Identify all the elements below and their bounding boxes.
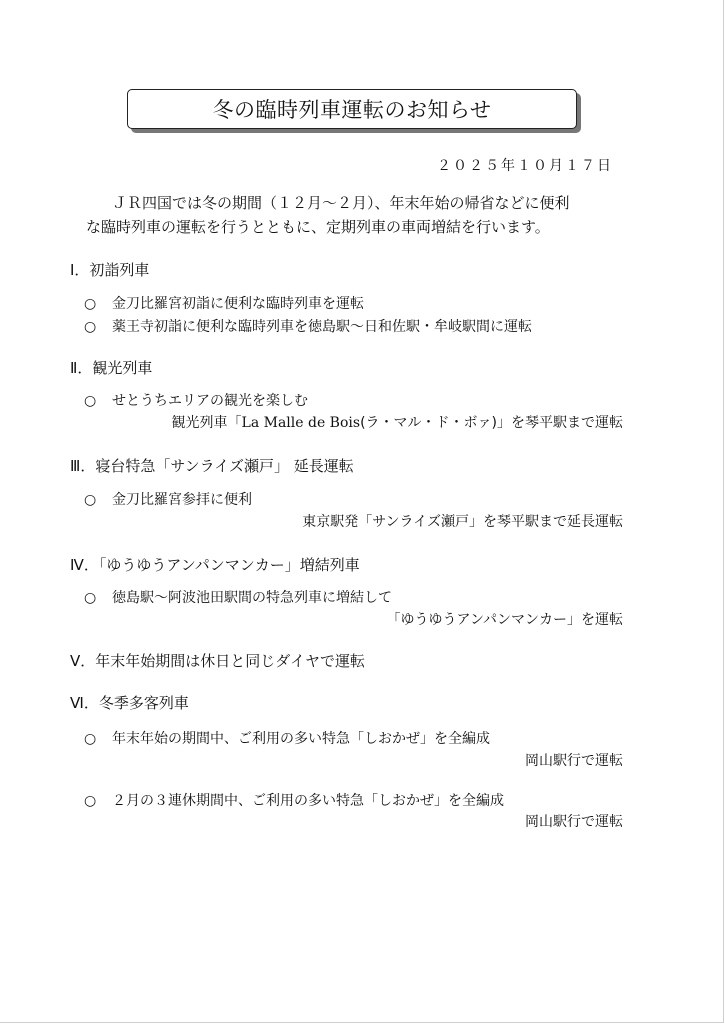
list-item-text: 徳島駅～阿波池田駅間の特急列車に増結して	[112, 590, 392, 606]
list-item-text: 金刀比羅宮初詣に便利な臨時列車を運転	[112, 296, 364, 312]
document-title: 冬の臨時列車運転のお知らせ	[212, 98, 492, 122]
issue-date: ２０２５年１０月１７日	[437, 158, 613, 174]
section-heading-5: Ⅴ．年末年始期間は休日と同じダイヤで運転	[70, 652, 365, 670]
circle-bullet: ○	[84, 393, 97, 409]
intro-paragraph	[86, 191, 634, 239]
list-item	[84, 790, 504, 810]
circle-bullet: ○	[84, 731, 97, 747]
sub-text-post: (ラ・マル・ド・ボァ)」を琴平駅まで運転	[360, 415, 623, 431]
list-item	[84, 293, 364, 313]
sub-text-pre: 観光列車「	[171, 415, 242, 431]
circle-bullet: ○	[84, 319, 97, 335]
list-item	[84, 316, 532, 336]
circle-bullet: ○	[84, 793, 97, 809]
document-title-box	[127, 89, 577, 129]
list-item-text: ２月の３連休期間中、ご利用の多い特急「しおかぜ」を全編成	[112, 793, 504, 809]
section-heading-4: Ⅳ．「ゆうゆうアンパンマンカー」増結列車	[70, 556, 360, 574]
intro-line-2: な臨時列車の運転を行うとともに、定期列車の車両増結を行います。	[86, 218, 550, 236]
list-item-text: せとうちエリアの観光を楽しむ	[112, 393, 308, 409]
section-heading-3: Ⅲ．寝台特急「サンライズ瀬戸」 延長運転	[70, 457, 354, 475]
list-item-subline: 「ゆうゆうアンパンマンカー」を運転	[386, 612, 623, 628]
list-item-subline	[172, 412, 623, 432]
list-item-subline: 岡山駅行で運転	[525, 753, 623, 769]
section-heading-2: Ⅱ．観光列車	[70, 359, 153, 377]
list-item	[84, 728, 490, 748]
list-item-subline: 東京駅発「サンライズ瀬戸」を琴平駅まで延長運転	[302, 514, 623, 530]
list-item	[84, 587, 392, 607]
train-name-latin: La Malle de Bois	[241, 415, 361, 431]
list-item-subline: 岡山駅行で運転	[525, 814, 623, 830]
intro-line-1: ＪＲ四国では冬の期間（１２月～２月）、年末年始の帰省などに便利	[112, 194, 570, 212]
circle-bullet: ○	[84, 296, 97, 312]
list-item	[84, 390, 308, 410]
circle-bullet: ○	[84, 590, 97, 606]
list-item-text: 薬王寺初詣に便利な臨時列車を徳島駅～日和佐駅・牟岐駅間に運転	[112, 319, 532, 335]
section-heading-1: Ⅰ．初詣列車	[70, 261, 150, 279]
circle-bullet: ○	[84, 492, 97, 508]
list-item-text: 年末年始の期間中、ご利用の多い特急「しおかぜ」を全編成	[112, 731, 490, 747]
section-heading-6: Ⅵ．冬季多客列車	[70, 694, 189, 712]
list-item	[84, 489, 252, 509]
list-item-text: 金刀比羅宮参拝に便利	[112, 492, 252, 508]
